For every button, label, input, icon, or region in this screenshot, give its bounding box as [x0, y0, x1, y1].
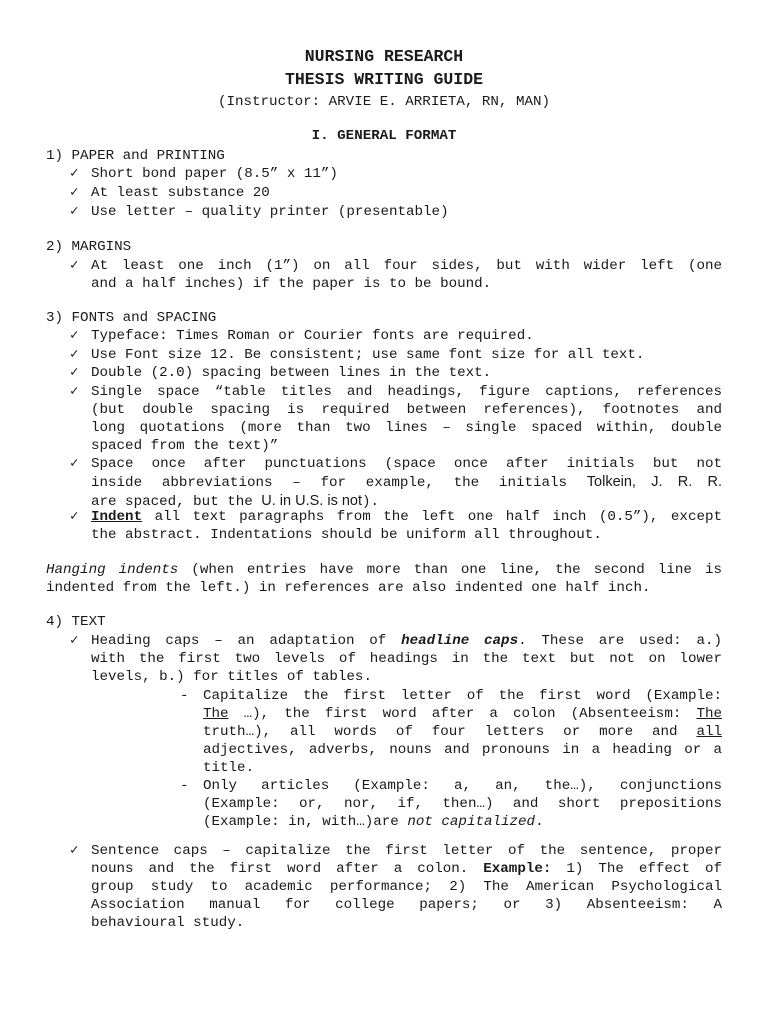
text-item-2-line-1: Sentence caps – capitalize the first letter of the sentence, proper [91, 843, 722, 859]
dash-2-line-1: Only articles (Example: a, an, the…), conjunctions [203, 778, 722, 794]
check-icon: ✓ [70, 185, 79, 201]
text-item-2-line-3: group study to academic performance; 2) The American Psychological [91, 879, 722, 895]
hanging-line-2: indented from the left.) in references are also indented one half inch. [46, 580, 651, 596]
text-item-2-line-5: behavioural study. [91, 915, 245, 931]
text-item-1-line-3: levels, b.) for titles of tables. [91, 669, 372, 685]
fonts-heading: 3) FONTS and SPACING [46, 310, 217, 326]
dash-2-line-3a: (Example: in, with…)are [203, 814, 408, 830]
fonts-item-4-line-3: long quotations (more than two lines – single spaced within, double [91, 420, 722, 436]
dash-1-line-2a: The [203, 706, 229, 722]
check-icon: ✓ [70, 328, 79, 344]
text-heading: 4) TEXT [46, 614, 106, 630]
margins-heading: 2) MARGINS [46, 239, 132, 255]
paper-item-1: Short bond paper (8.5” x 11”) [91, 166, 338, 182]
paper-heading: 1) PAPER and PRINTING [46, 148, 225, 164]
check-icon: ✓ [70, 204, 79, 220]
dash-2-line-3b: not capitalized [407, 814, 536, 830]
fonts-item-5-line-3b: U. in U.S. is not [261, 493, 363, 509]
headline-caps-term: headline caps [401, 633, 519, 649]
hanging-line-1: (when entries have more than one line, the second line is [178, 562, 722, 578]
fonts-item-3: Double (2.0) spacing between lines in the text. [91, 365, 492, 381]
fonts-item-4-line-2: (but double spacing is required between references), footnotes and [91, 402, 722, 418]
dash-1-line-3a: truth…), all words of four letters or more and [203, 724, 697, 740]
paper-item-2: At least substance 20 [91, 185, 270, 201]
dash-2-line-2: (Example: or, nor, if, then…) and short prepositions [203, 796, 722, 812]
fonts-item-4-line-1: Single space “table titles and headings, figure captions, references [91, 384, 722, 400]
fonts-item-6-line-2: the abstract. Indentations should be uniform all throughout. [91, 527, 602, 543]
text-item-2-line-2c: 1) The effect of [551, 861, 722, 877]
fonts-item-5-line-3c: ). [362, 494, 380, 510]
fonts-item-6-line-1: all text paragraphs from the left one half inch (0.5”), except [142, 509, 722, 525]
dash-1-line-3b: all [696, 724, 722, 740]
fonts-item-1: Typeface: Times Roman or Courier fonts are required. [91, 328, 534, 344]
check-icon: ✓ [70, 258, 79, 274]
hanging-indents-term: Hanging indents [46, 562, 179, 578]
dash-2-line-3c: . [535, 814, 544, 830]
check-icon: ✓ [70, 509, 79, 525]
dash-1-line-4: adjectives, adverbs, nouns and pronouns in a heading or a [203, 742, 722, 758]
title-line-2: THESIS WRITING GUIDE [284, 70, 484, 89]
example-label: Example: [483, 861, 552, 877]
paper-item-3: Use letter – quality printer (presentable) [91, 204, 449, 220]
fonts-item-2: Use Font size 12. Be consistent; use same font size for all text. [91, 347, 645, 363]
fonts-item-5-line-2b: Tolkein, J. R. R. [586, 474, 722, 490]
section-title: I. GENERAL FORMAT [311, 128, 457, 144]
title-line-1: NURSING RESEARCH [304, 47, 464, 66]
check-icon: ✓ [70, 384, 79, 400]
text-item-1-line-1c: . These are used: a.) [518, 633, 722, 649]
dash-marker: - [180, 688, 189, 704]
indent-term: Indent [91, 509, 143, 525]
fonts-item-4-line-4: spaced from the text)” [91, 438, 279, 454]
dash-1-line-2c: The [696, 706, 722, 722]
dash-1-line-5: title. [203, 760, 255, 776]
fonts-item-5-line-3a: are spaced, but the [91, 494, 262, 510]
margins-line-1: At least one inch (1”) on all four sides, but with wider left (one [91, 258, 722, 274]
text-item-1-line-1a: Heading caps – an adaptation of [91, 633, 402, 649]
fonts-item-5-line-1: Space once after punctuations (space once after initials but not [91, 456, 722, 472]
text-item-1-line-2: with the first two levels of headings in the text but not on lower [91, 651, 722, 667]
text-item-2-line-4: Association manual for college papers; or 3) Absenteeism: A [91, 897, 722, 913]
check-icon: ✓ [70, 166, 79, 182]
instructor-line: (Instructor: ARVIE E. ARRIETA, RN, MAN) [217, 94, 551, 110]
fonts-item-5-line-2a: inside abbreviations – for example, the initials [91, 475, 587, 491]
check-icon: ✓ [70, 347, 79, 363]
check-icon: ✓ [70, 365, 79, 381]
margins-line-2: and a half inches) if the paper is to be bound. [91, 276, 492, 292]
dash-1-line-2b: …), the first word after a colon (Absenteeism: [228, 706, 697, 722]
dash-marker: - [180, 778, 189, 794]
hanging-indents-paragraph [46, 561, 722, 597]
check-icon: ✓ [70, 633, 79, 649]
check-icon: ✓ [70, 456, 79, 472]
text-item-2-line-2a: nouns and the first word after a colon. [91, 861, 484, 877]
dash-1-line-1: Capitalize the first letter of the first word (Example: [203, 688, 722, 704]
check-icon: ✓ [70, 843, 79, 859]
